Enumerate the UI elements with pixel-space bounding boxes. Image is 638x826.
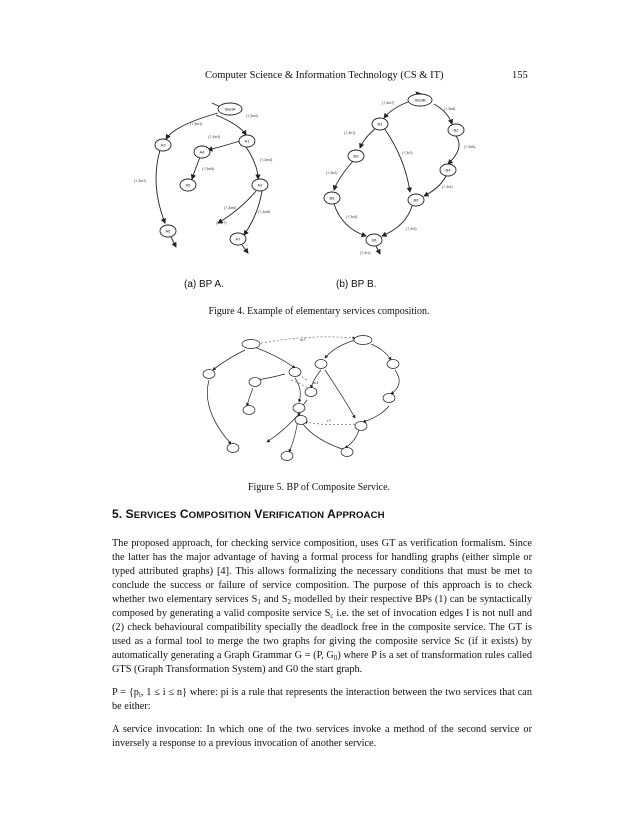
edge-label: (?,3r7) bbox=[216, 221, 227, 225]
edge-label: (?,3m5) bbox=[202, 167, 215, 171]
edge-label: (?,3m8) bbox=[258, 210, 271, 214]
section-heading: 5. SERVICES COMPOSITION VERIFICATION APPROACH bbox=[112, 507, 385, 521]
body-text bbox=[112, 537, 532, 760]
node-a4: A4 bbox=[199, 149, 205, 155]
edge-label: (?,3r1) bbox=[360, 251, 371, 255]
paragraph-2: $P = \{p_i$, 1 ≤ i ≤ n} where: pi is a rule that represents the interaction between the two services that can be either: bbox=[112, 687, 532, 712]
running-header-title: Computer Science & Information Technology (CS & IT) bbox=[205, 70, 444, 81]
edge-label: (?,3r4) bbox=[442, 185, 453, 189]
node-start-a: StartA bbox=[224, 106, 236, 112]
node-a6: A6 bbox=[165, 228, 171, 234]
node-bf: Bf bbox=[372, 237, 376, 243]
edge-label: (?,3m6) bbox=[224, 206, 237, 210]
node-b2: B2 bbox=[453, 127, 459, 133]
edge-label: (?,3n1) bbox=[344, 131, 356, 135]
edge-label: (?,3n5) bbox=[346, 215, 358, 219]
fig5-label-m1: m1 bbox=[313, 380, 319, 385]
fig5-label-m7: m7 bbox=[300, 337, 306, 342]
edge-label: (?,3n8) bbox=[444, 107, 456, 111]
edge-label: (?,3r3) bbox=[406, 227, 417, 231]
figure4-caption: Figure 4. Example of elementary services composition. bbox=[208, 306, 430, 317]
node-a1: A1 bbox=[244, 138, 250, 144]
node-a7: A7 bbox=[235, 236, 241, 242]
node-a3: A3 bbox=[160, 142, 166, 148]
edge-label: (?,3r2) bbox=[402, 151, 413, 155]
fig5-label-r7: r7 bbox=[327, 418, 331, 423]
edge-label: (?,3m7) bbox=[134, 179, 147, 183]
subcaption-a: (a) BP A. bbox=[184, 279, 224, 290]
node-b4: B4 bbox=[445, 167, 451, 173]
figure5-composite-graph bbox=[195, 330, 445, 470]
node-b1: B1 bbox=[377, 121, 383, 127]
edge-label: (?,3m4) bbox=[260, 158, 273, 162]
node-a5: A5 bbox=[185, 182, 191, 188]
edge-label: (?,3m7) bbox=[382, 101, 395, 105]
figure5-caption: Figure 5. BP of Composite Service. bbox=[247, 482, 391, 493]
node-b5: B5 bbox=[329, 195, 335, 201]
node-b6: B6 bbox=[413, 197, 419, 203]
page-number: 155 bbox=[512, 70, 528, 81]
edge-label: (?,3n6) bbox=[464, 145, 476, 149]
node-start-b: StartB bbox=[414, 97, 426, 103]
subcaption-b: (b) BP B. bbox=[336, 279, 377, 290]
edge-label: (?,3m2) bbox=[246, 114, 259, 118]
edge-label: (?,3m1) bbox=[190, 122, 203, 126]
node-a2: A2 bbox=[257, 182, 263, 188]
node-b3: B3 bbox=[353, 153, 359, 159]
figure4-graph-a bbox=[130, 95, 290, 255]
edge-label: (?,3n2) bbox=[326, 171, 338, 175]
paragraph-3: A service invocation: In which one of the two services invoke a method of the second service or inversely a response to a previous invocation of another service. bbox=[112, 724, 532, 749]
paragraph-1: The proposed approach, for checking service composition, uses GT as verification formalism. Since the latter has the major advantage of having a formal process for handling graphs (either simple or typed attributed graphs) [4]. This allows formalizing the necessary conditions that must be met to conclude the success or failure of service composition. The purpose of this approach is to check whether two elementary services $S_1$ and $S_2$ modelled by their respective BPs (1) can be syntactically composed by generating a valid composite service $S_c$ i.e. the set of invocation edges I is not null and (2) check behavioural compatibility specially the deadlock free in the composite service. The GT is used as a formal tool to merge the two graphs for giving the composite service Sc (if it exists) by automatically generating a Graph Grammar G = (P, $G_0$) where P is a set of transformation rules called GTS (Graph Transformation System) and G0 the start graph. bbox=[112, 538, 532, 675]
figure4-graph-b bbox=[320, 88, 490, 258]
edge-label: (?,3m3) bbox=[208, 135, 221, 139]
